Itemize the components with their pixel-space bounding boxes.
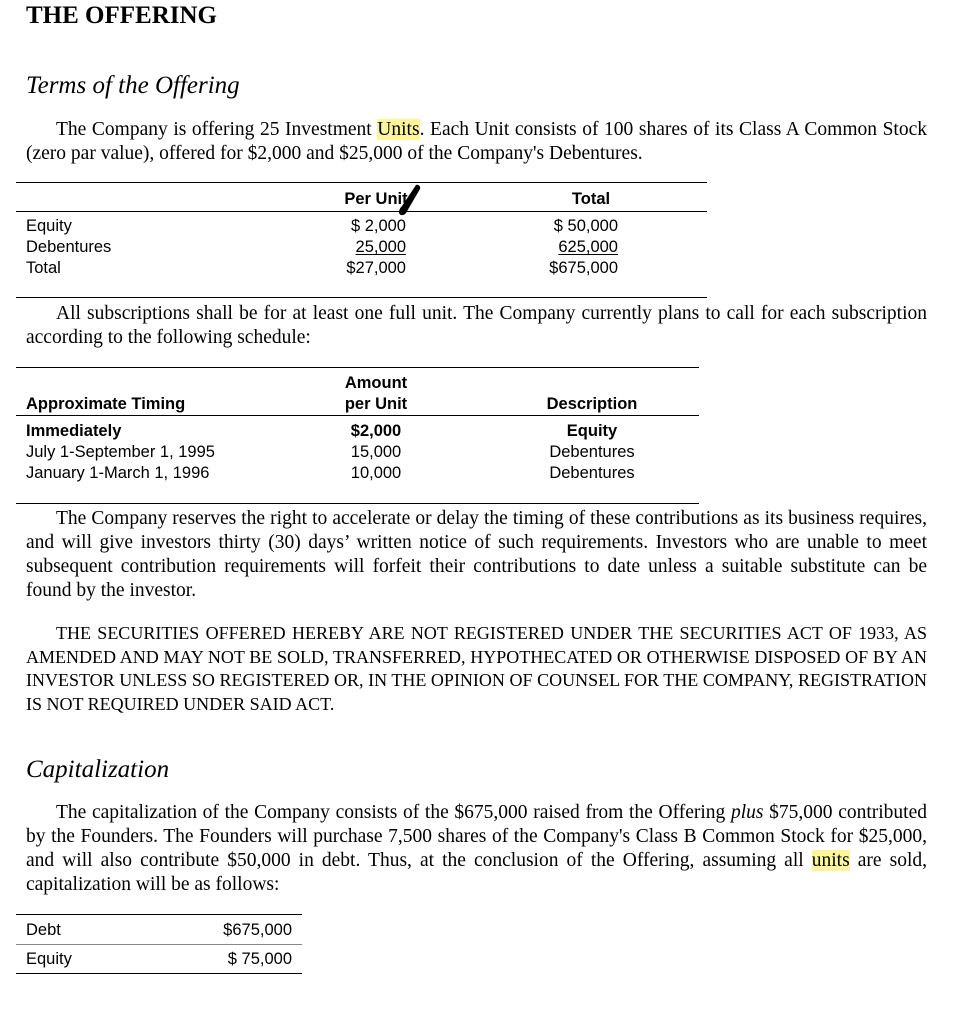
unit-row-per-unit-debentures-value: 25,000 bbox=[355, 238, 406, 256]
terms-paragraph-1-end: . Each Unit consists of 100 shares of its Class A Common Stock (zero par value), offered for $2,000 and $25,000 of the Company's Debentures. bbox=[26, 119, 928, 164]
unit-row-label-debentures: Debentures bbox=[26, 238, 112, 256]
cap-row-label-debt: Debt bbox=[26, 921, 61, 939]
schedule-header-timing: Approximate Timing bbox=[26, 395, 186, 413]
unit-table-bottom-rule bbox=[16, 297, 707, 298]
schedule-row-timing-2: July 1-September 1, 1995 bbox=[26, 443, 215, 461]
cap-table-mid-rule bbox=[16, 944, 302, 945]
terms-paragraph-2-text: All subscriptions shall be for at least one full unit. The Company currently plans to call for each subscription according to the following schedule: bbox=[26, 303, 927, 348]
highlighted-units-2: units bbox=[811, 850, 850, 871]
unit-row-total-equity: $ 50,000 bbox=[553, 217, 618, 235]
cap-table-top-rule bbox=[16, 914, 302, 915]
unit-row-label-total: Total bbox=[26, 259, 61, 277]
terms-paragraph-1-start: The Company is offering 25 Investment bbox=[56, 119, 378, 140]
capitalization-paragraph-start: The capitalization of the Company consists of the $675,000 raised from the Offering bbox=[56, 802, 731, 823]
unit-row-total-debentures-value: 625,000 bbox=[558, 238, 618, 256]
cap-table-bottom-rule bbox=[16, 973, 302, 974]
unit-table-header-per-unit: Per Unit bbox=[344, 190, 408, 208]
terms-paragraph-3 bbox=[26, 507, 927, 603]
schedule-header-description: Description bbox=[546, 395, 638, 413]
schedule-header-amount-line1: Amount bbox=[344, 374, 408, 392]
unit-row-per-unit-debentures bbox=[306, 237, 406, 258]
unit-row-total-debentures bbox=[518, 237, 618, 258]
schedule-row-amount-2: 15,000 bbox=[350, 443, 402, 461]
cap-row-label-equity: Equity bbox=[26, 950, 72, 968]
page-title: THE OFFERING bbox=[26, 2, 217, 29]
schedule-row-description-2: Debentures bbox=[549, 443, 635, 461]
capitalization-plus: plus bbox=[730, 802, 764, 823]
schedule-table-top-rule bbox=[16, 367, 699, 368]
capitalization-paragraph-middle: $75,000 contributed by the Founders. The Founders will purchase 7,500 shares of the Company's Class B Common Stock for $25,000, and will also contribute $50,000 in debt. Thus, at the conclusion of the Offering, assuming all bbox=[26, 802, 928, 871]
schedule-row-amount-3: 10,000 bbox=[350, 464, 402, 482]
terms-paragraph-3-text: The Company reserves the right to accelerate or delay the timing of these contributions as its business requires, and will give investors thirty (30) days’ written notice of such requirements. Investors who are unable to meet subsequent contribution requirements will forfeit their contributions to date unless a suitable substitute can be found by the investor. bbox=[26, 508, 927, 601]
unit-table-top-rule bbox=[16, 182, 707, 183]
cap-row-value-debt: $675,000 bbox=[223, 921, 292, 939]
unit-row-per-unit-total: $27,000 bbox=[346, 259, 406, 277]
section-heading-terms: Terms of the Offering bbox=[26, 72, 240, 99]
schedule-row-amount-1: $2,000 bbox=[350, 422, 402, 440]
unit-table-header-total: Total bbox=[571, 190, 611, 208]
schedule-row-timing-1: Immediately bbox=[26, 422, 122, 440]
terms-paragraph-2 bbox=[26, 302, 927, 350]
schedule-table-bottom-rule bbox=[16, 503, 699, 504]
unit-row-label-equity: Equity bbox=[26, 217, 72, 235]
highlighted-units: Units bbox=[377, 119, 420, 140]
unit-row-total-total: $675,000 bbox=[549, 259, 618, 277]
cap-row-value-equity: $ 75,000 bbox=[227, 950, 292, 968]
unit-table-header-rule bbox=[16, 211, 707, 212]
schedule-row-description-3: Debentures bbox=[549, 464, 635, 482]
schedule-row-description-1: Equity bbox=[566, 422, 618, 440]
capitalization-paragraph bbox=[26, 801, 927, 897]
securities-notice-text: THE SECURITIES OFFERED HEREBY ARE NOT REGISTERED UNDER THE SECURITIES ACT OF 1933, AS AMENDED AND MAY NOT BE SOLD, TRANSFERRED, HYPOTHECATED OR OTHERWISE DISPOSED OF BY AN INVESTOR UNLESS SO REGISTERED OR, IN THE OPINION OF COUNSEL FOR THE COMPANY, REGISTRATION IS NOT REQUIRED UNDER SAID ACT. bbox=[26, 623, 927, 714]
terms-paragraph-1 bbox=[26, 118, 927, 166]
securities-notice bbox=[26, 622, 927, 716]
schedule-row-timing-3: January 1-March 1, 1996 bbox=[26, 464, 210, 482]
schedule-header-amount-line2: per Unit bbox=[344, 395, 408, 413]
section-heading-capitalization: Capitalization bbox=[26, 756, 170, 783]
capitalization-paragraph-end: are sold, capitalization will be as follows: bbox=[26, 850, 927, 895]
unit-row-per-unit-equity: $ 2,000 bbox=[350, 217, 406, 235]
schedule-table-header-rule bbox=[16, 415, 699, 416]
